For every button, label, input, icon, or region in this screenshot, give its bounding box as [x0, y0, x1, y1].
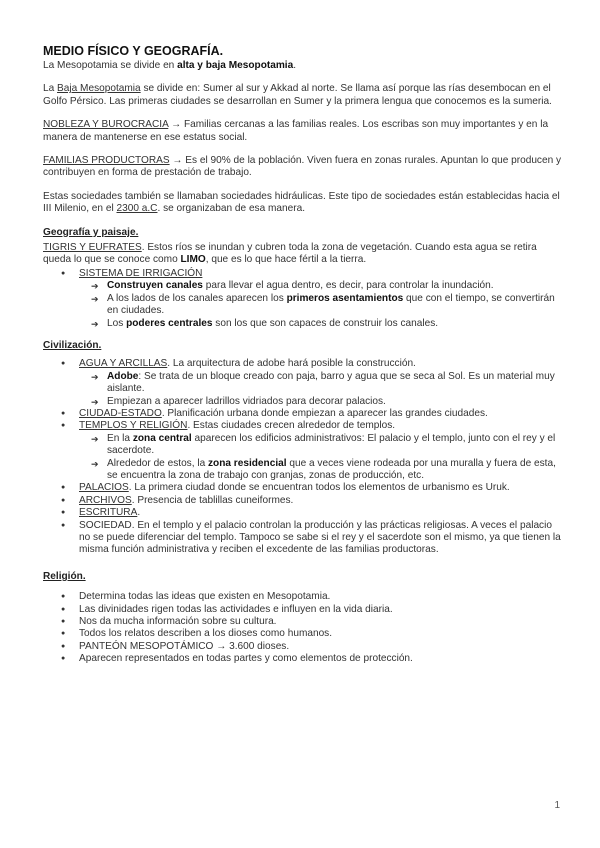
list-item: ● Las divinidades rigen todas las actividades e influyen en la vida diaria. [79, 604, 563, 616]
list-item: ● Aparecen representados en todas partes y como elementos de protección. [79, 653, 563, 665]
list-item: ➔ Construyen canales para llevar el agua dentro, es decir, para controlar la inundación. [107, 280, 563, 292]
baja-mesopotamia-paragraph: La Baja Mesopotamia se divide en: Sumer al sur y Akkad al norte. Se llama así porque las rías desembocan en el Golfo Pérsico. Las primeras ciudades se desarrollan en Sumer y la primera lengua que conocemos es la sumeria. [43, 83, 552, 107]
baja-mesopotamia-link: Baja Mesopotamia [57, 83, 141, 95]
list-item: ● TEMPLOS Y RELIGIÓN. Estas ciudades crecen alrededor de templos. ➔ En la zona central aparecen los edificios administrativos: El palacio y el templo, junto con el rey y el sacerdote. ➔ Alrededor de estos, la zona residencial que a veces viene rodeada por una muralla y fuera de esta, se encuentra la zona de trabajo con granjas, zonas de producción, etc. [79, 420, 563, 482]
list-item: ● PALACIOS. La primera ciudad donde se encuentran todos los elementos de urbanismo es Uruk. [79, 482, 563, 494]
section-heading-civilizacion: Civilización. [43, 339, 102, 351]
civilizacion-list [43, 358, 563, 557]
list-item: ● Nos da mucha información sobre su cultura. [79, 616, 563, 628]
page-number: 1 [554, 800, 560, 811]
section-heading-geografia: Geografía y paisaje. [43, 226, 139, 238]
familias-paragraph: FAMILIAS PRODUCTORAS → Es el 90% de la población. Viven fuera en zonas rurales. Apuntan lo que producen y contribuyen en forma de prestación de trabajo. [43, 155, 562, 179]
list-item: ● SISTEMA DE IRRIGACIÓN ➔ Construyen canales para llevar el agua dentro, es decir, para controlar la inundación. ➔ A los lados de los canales aparecen los primeros asentamientos que con el tiempo, se convertirán en ciudades. ➔ Los poderes centrales son los que son capaces de construir los canales. [79, 268, 563, 330]
geografia-list [43, 268, 563, 330]
nobleza-paragraph: NOBLEZA Y BUROCRACIA → Familias cercanas a las familias reales. Los escribas son muy importantes y en la manera de mantenerse en ese estatus social. [43, 119, 549, 143]
intro-paragraph: La Mesopotamia se divide en alta y baja Mesopotamia. [43, 60, 297, 71]
list-item: ● Determina todas las ideas que existen en Mesopotamia. [79, 591, 563, 603]
list-item: ● Todos los relatos describen a los dioses como humanos. [79, 628, 563, 640]
sociedades-paragraph: Estas sociedades también se llamaban sociedades hidráulicas. Este tipo de sociedades están establecidas hacia el III Milenio, en el 2300 a.C. se organizaban de esa manera. [43, 190, 560, 215]
list-item: ➔ A los lados de los canales aparecen los primeros asentamientos que con el tiempo, se convertirán en ciudades. [107, 293, 563, 318]
page-title: MEDIO FÍSICO Y GEOGRAFÍA. [43, 44, 224, 58]
list-item: ● CIUDAD-ESTADO. Planificación urbana donde empiezan a aparecer las grandes ciudades. [79, 408, 563, 420]
list-item: ➔ Empiezan a aparecer ladrillos vidriados para decorar palacios. [107, 396, 563, 408]
religion-list [43, 591, 563, 665]
list-item: ➔ En la zona central aparecen los edificios administrativos: El palacio y el templo, junto con el rey y el sacerdote. [107, 433, 563, 458]
section-heading-religion: Religión. [43, 570, 86, 582]
tigris-paragraph: TIGRIS Y EUFRATES. Estos ríos se inundan y cubren toda la zona de vegetación. Cuando esta agua se retira queda lo que se conoce como LIMO, que es lo que hace fértil a la tierra. [43, 242, 537, 266]
list-item: ● ARCHIVOS. Presencia de tablillas cuneiformes. [79, 495, 563, 507]
document-page [43, 44, 563, 676]
list-item: ● AGUA Y ARCILLAS. La arquitectura de adobe hará posible la construcción. ➔ Adobe: Se trata de un bloque creado con paja, barro y agua que se seca al Sol. Es un material muy aislante. ➔ Empiezan a aparecer ladrillos vidriados para decorar palacios. [79, 358, 563, 408]
list-item: ● SOCIEDAD. En el templo y el palacio controlan la producción y las prácticas religiosas. A veces el palacio no se puede diferenciar del templo. Tampoco se sabe si el rey y el sacerdote son el mismo, ya que tienen la misma función administrativa y reciben el excedente de las familias productoras. [79, 520, 563, 557]
list-item: ● PANTEÓN MESOPOTÁMICO → 3.600 dioses. [79, 641, 563, 653]
list-item: ➔ Adobe: Se trata de un bloque creado con paja, barro y agua que se seca al Sol. Es un material muy aislante. [107, 371, 563, 396]
list-item: ➔ Los poderes centrales son los que son capaces de construir los canales. [107, 318, 563, 330]
list-item: ● ESCRITURA. [79, 507, 563, 519]
list-item: ➔ Alrededor de estos, la zona residencial que a veces viene rodeada por una muralla y fuera de esta, se encuentra la zona de trabajo con granjas, zonas de producción, etc. [107, 458, 563, 483]
